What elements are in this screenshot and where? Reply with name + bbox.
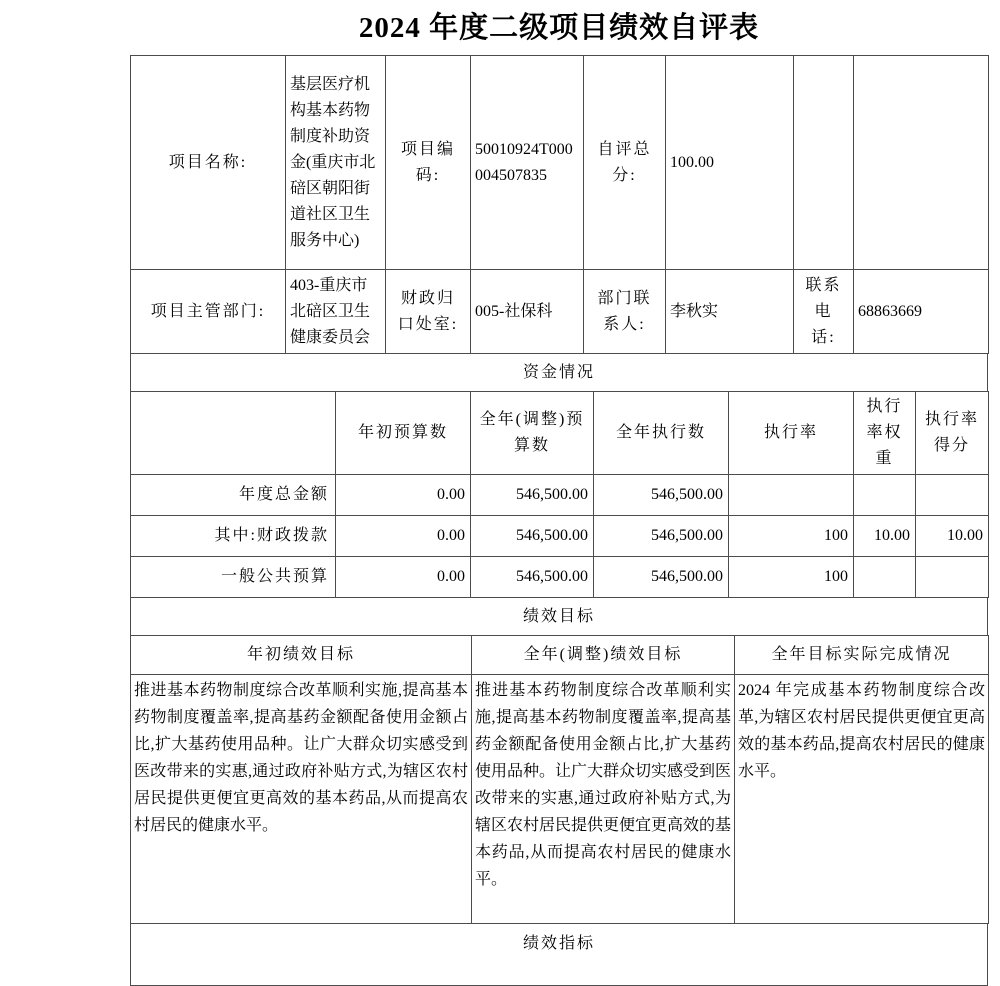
funding-cell-score: 10.00	[916, 516, 989, 557]
funding-section-banner	[130, 353, 988, 392]
project-code-label: 项目编码:	[386, 56, 471, 270]
funding-cell-score	[916, 557, 989, 598]
project-name-value: 基层医疗机构基本药物制度补助资金(重庆市北碚区朝阳街道社区卫生服务中心)	[286, 56, 386, 270]
funding-header-initial-budget: 年初预算数	[336, 392, 471, 475]
table-row	[131, 475, 989, 516]
indicators-section-banner	[130, 923, 988, 986]
funding-table	[130, 391, 989, 598]
goals-body-row	[131, 675, 989, 924]
funding-header-row	[131, 392, 989, 475]
funding-cell-initial: 0.00	[336, 516, 471, 557]
self-score-label: 自评总分:	[584, 56, 666, 270]
funding-cell-executed: 546,500.00	[594, 475, 729, 516]
project-info-table	[130, 55, 989, 354]
table-row	[131, 270, 989, 354]
self-score-value: 100.00	[666, 56, 794, 270]
funding-cell-weight	[854, 475, 916, 516]
table-row	[131, 516, 989, 557]
goals-header-actual: 全年目标实际完成情况	[735, 636, 989, 675]
funding-header-adjusted-budget: 全年(调整)预算数	[471, 392, 594, 475]
adjusted-goal-text: 推进基本药物制度综合改革顺利实施,提高基本药物制度覆盖率,提高基药金额配备使用金额占比,扩大基药使用品种。让广大群众切实感受到医改带来的实惠,通过政府补贴方式,为辖区农村居民提供更便宜更高效的基本药品,从而提高农村居民的健康水平。	[472, 675, 735, 924]
funding-header-executed: 全年执行数	[594, 392, 729, 475]
funding-cell-rate	[729, 475, 854, 516]
table-row	[131, 557, 989, 598]
indicators-section-title: 绩效指标	[131, 924, 988, 986]
funding-cell-adjusted: 546,500.00	[471, 475, 594, 516]
funding-row-label: 一般公共预算	[131, 557, 336, 598]
goals-header-row	[131, 636, 989, 675]
phone-value: 68863669	[854, 270, 989, 354]
funding-header-rate-score: 执行率得分	[916, 392, 989, 475]
table-row	[131, 354, 988, 392]
funding-cell-executed: 546,500.00	[594, 516, 729, 557]
table-row	[131, 924, 988, 986]
funding-cell-initial: 0.00	[336, 557, 471, 598]
goals-section-banner	[130, 597, 988, 636]
page-title: 2024 年度二级项目绩效自评表	[358, 12, 760, 44]
funding-row-label: 年度总金额	[131, 475, 336, 516]
funding-header-rate-weight: 执行率权重	[854, 392, 916, 475]
funding-cell-initial: 0.00	[336, 475, 471, 516]
goals-table	[130, 635, 989, 924]
finance-office-value: 005-社保科	[471, 270, 584, 354]
contact-value: 李秋实	[666, 270, 794, 354]
goals-header-adjusted: 全年(调整)绩效目标	[472, 636, 735, 675]
goals-section-title: 绩效目标	[131, 598, 988, 636]
dept-value: 403-重庆市北碚区卫生健康委员会	[286, 270, 386, 354]
project-code-value: 50010924T000004507835	[471, 56, 584, 270]
empty-cell	[854, 56, 989, 270]
funding-header-rate: 执行率	[729, 392, 854, 475]
funding-header-empty	[131, 392, 336, 475]
performance-self-evaluation-form	[130, 0, 988, 986]
finance-office-label: 财政归口处室:	[386, 270, 471, 354]
funding-row-label: 其中:财政拨款	[131, 516, 336, 557]
phone-label: 联系电话:	[794, 270, 854, 354]
funding-cell-rate: 100	[729, 516, 854, 557]
funding-cell-adjusted: 546,500.00	[471, 516, 594, 557]
empty-cell	[794, 56, 854, 270]
table-row	[131, 56, 989, 270]
dept-label: 项目主管部门:	[131, 270, 286, 354]
project-name-label: 项目名称:	[131, 56, 286, 270]
funding-cell-weight: 10.00	[854, 516, 916, 557]
funding-cell-executed: 546,500.00	[594, 557, 729, 598]
table-row	[131, 598, 988, 636]
funding-cell-weight	[854, 557, 916, 598]
funding-section-title: 资金情况	[131, 354, 988, 392]
contact-label: 部门联系人:	[584, 270, 666, 354]
funding-cell-score	[916, 475, 989, 516]
funding-cell-adjusted: 546,500.00	[471, 557, 594, 598]
actual-completion-text: 2024 年完成基本药物制度综合改革,为辖区农村居民提供更便宜更高效的基本药品,提高农村居民的健康水平。	[735, 675, 989, 924]
funding-cell-rate: 100	[729, 557, 854, 598]
goals-header-initial: 年初绩效目标	[131, 636, 472, 675]
initial-goal-text: 推进基本药物制度综合改革顺利实施,提高基本药物制度覆盖率,提高基药金额配备使用金额占比,扩大基药使用品种。让广大群众切实感受到医改带来的实惠,通过政府补贴方式,为辖区农村居民提供更便宜更高效的基本药品,从而提高农村居民的健康水平。	[131, 675, 472, 924]
